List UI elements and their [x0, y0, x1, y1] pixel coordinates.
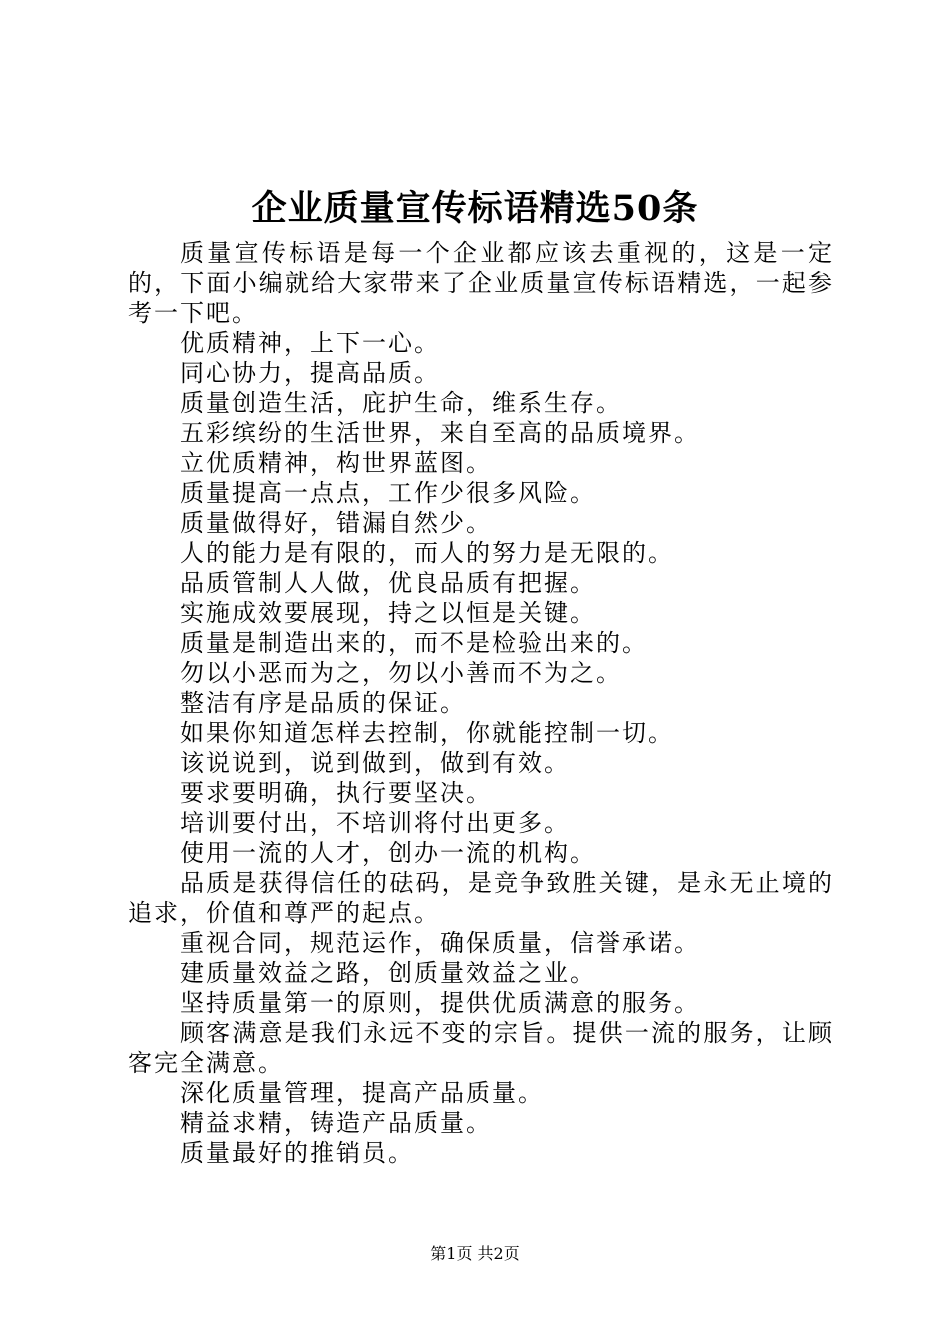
page-number-footer: 第1页 共2页 [430, 1244, 520, 1263]
paragraph: 重视合同，规范运作，确保质量，信誉承诺。 [180, 929, 700, 957]
document-body [128, 238, 834, 1168]
paragraph: 勿以小恶而为之，勿以小善而不为之。 [180, 659, 622, 687]
paragraph: 质量创造生活，庇护生命，维系生存。 [180, 389, 622, 417]
paragraph: 顾客满意是我们永远不变的宗旨。提供一流的服务，让顾客完全满意。 [128, 1019, 834, 1077]
paragraph: 立优质精神，构世界蓝图。 [180, 449, 492, 477]
paragraph: 该说说到，说到做到，做到有效。 [180, 749, 570, 777]
paragraph: 整洁有序是品质的保证。 [180, 689, 466, 717]
document-title: 企业质量宣传标语精选50条 [251, 188, 699, 229]
paragraph: 要求要明确，执行要坚决。 [180, 779, 492, 807]
paragraph: 如果你知道怎样去控制，你就能控制一切。 [180, 719, 674, 747]
paragraph: 质量是制造出来的，而不是检验出来的。 [180, 629, 648, 657]
paragraph: 质量做得好，错漏自然少。 [180, 509, 492, 537]
paragraph: 质量提高一点点，工作少很多风险。 [180, 479, 596, 507]
paragraph: 优质精神，上下一心。 [180, 329, 440, 357]
paragraph: 深化质量管理，提高产品质量。 [180, 1079, 544, 1107]
paragraph: 品质是获得信任的砝码，是竞争致胜关键，是永无止境的追求，价值和尊严的起点。 [128, 869, 834, 927]
paragraph: 培训要付出，不培训将付出更多。 [180, 809, 570, 837]
paragraph: 建质量效益之路，创质量效益之业。 [180, 959, 596, 987]
paragraph: 同心协力，提高品质。 [180, 359, 440, 387]
paragraph: 五彩缤纷的生活世界，来自至高的品质境界。 [180, 419, 700, 447]
paragraph: 品质管制人人做，优良品质有把握。 [180, 569, 596, 597]
paragraph: 使用一流的人才，创办一流的机构。 [180, 839, 596, 867]
paragraph: 质量宣传标语是每一个企业都应该去重视的，这是一定的，下面小编就给大家带来了企业质量宣传标语精选，一起参考一下吧。 [128, 239, 834, 327]
paragraph: 人的能力是有限的，而人的努力是无限的。 [180, 539, 674, 567]
paragraph: 精益求精，铸造产品质量。 [180, 1109, 492, 1137]
paragraph: 坚持质量第一的原则，提供优质满意的服务。 [180, 989, 700, 1017]
paragraph: 质量最好的推销员。 [180, 1139, 414, 1167]
paragraph: 实施成效要展现，持之以恒是关键。 [180, 599, 596, 627]
